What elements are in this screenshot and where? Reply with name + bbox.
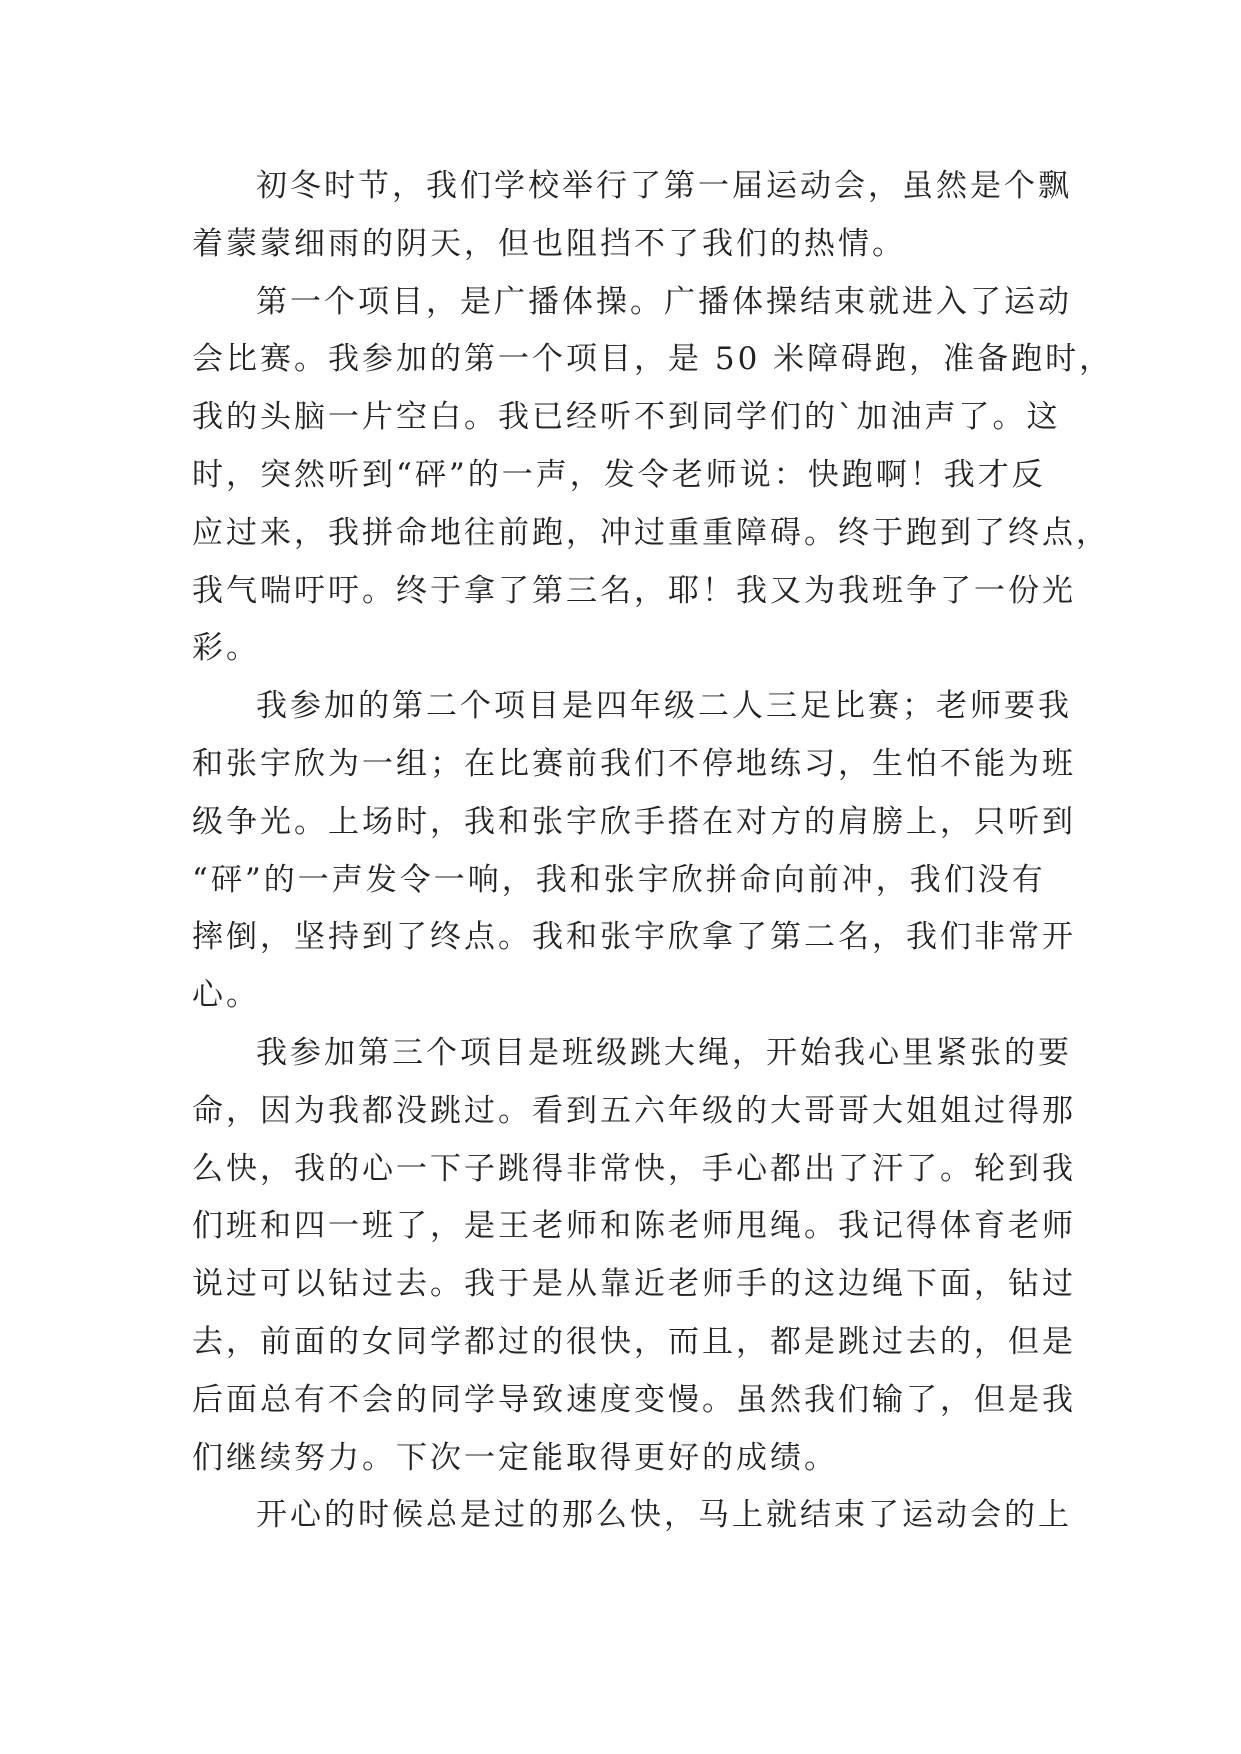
text-line: 我气喘吁吁。终于拿了第三名，耶！我又为我班争了一份光 <box>192 572 1076 609</box>
text-line: 我参加的第二个项目是四年级二人三足比赛；老师要我 <box>256 688 1072 725</box>
text-line: 我参加第三个项目是班级跳大绳，开始我心里紧张的要 <box>256 1034 1072 1071</box>
text-line: 说过可以钻过去。我于是从靠近老师手的这边绳下面，钻过 <box>192 1266 1076 1303</box>
text-line: “砰”的一声发令一响，我和张宇欣拼命向前冲，我们没有 <box>192 861 1046 898</box>
text-line: 命，因为我都没跳过。看到五六年级的大哥哥大姐姐过得那 <box>192 1092 1076 1129</box>
text-line: 心。 <box>192 977 260 1014</box>
text-line: 应过来，我拼命地往前跑，冲过重重障碍。终于跑到了终点， <box>192 514 1110 551</box>
text-line: 会比赛。我参加的第一个项目，是 50 米障碍跑，准备跑时， <box>192 341 1114 378</box>
text-line: 和张宇欣为一组；在比赛前我们不停地练习，生怕不能为班 <box>192 745 1076 782</box>
essay-body <box>192 158 1114 1545</box>
text-line: 们班和四一班了，是王老师和陈老师甩绳。我记得体育老师 <box>192 1208 1076 1245</box>
text-line: 么快，我的心一下子跳得非常快，手心都出了汗了。轮到我 <box>192 1150 1076 1187</box>
text-line: 开心的时候总是过的那么快，马上就结束了运动会的上 <box>256 1497 1072 1534</box>
text-line: 们继续努力。下次一定能取得更好的成绩。 <box>192 1439 838 1476</box>
text-line: 着蒙蒙细雨的阴天，但也阻挡不了我们的热情。 <box>192 225 906 262</box>
text-line: 我的头脑一片空白。我已经听不到同学们的`加油声了。这 <box>192 399 1061 436</box>
text-line: 彩。 <box>192 630 260 667</box>
text-line: 去，前面的女同学都过的很快，而且，都是跳过去的，但是 <box>192 1323 1076 1360</box>
text-line: 摔倒，坚持到了终点。我和张宇欣拿了第二名，我们非常开 <box>192 919 1076 956</box>
text-line: 初冬时节，我们学校举行了第一届运动会，虽然是个飘 <box>256 168 1072 204</box>
text-line: 后面总有不会的同学导致速度变慢。虽然我们输了，但是我 <box>192 1381 1076 1418</box>
text-line: 时，突然听到“砰”的一声，发令老师说：快跑啊！我才反 <box>192 456 1046 493</box>
text-line: 级争光。上场时，我和张宇欣手搭在对方的肩膀上，只听到 <box>192 803 1076 840</box>
text-line: 第一个项目，是广播体操。广播体操结束就进入了运动 <box>256 283 1072 320</box>
